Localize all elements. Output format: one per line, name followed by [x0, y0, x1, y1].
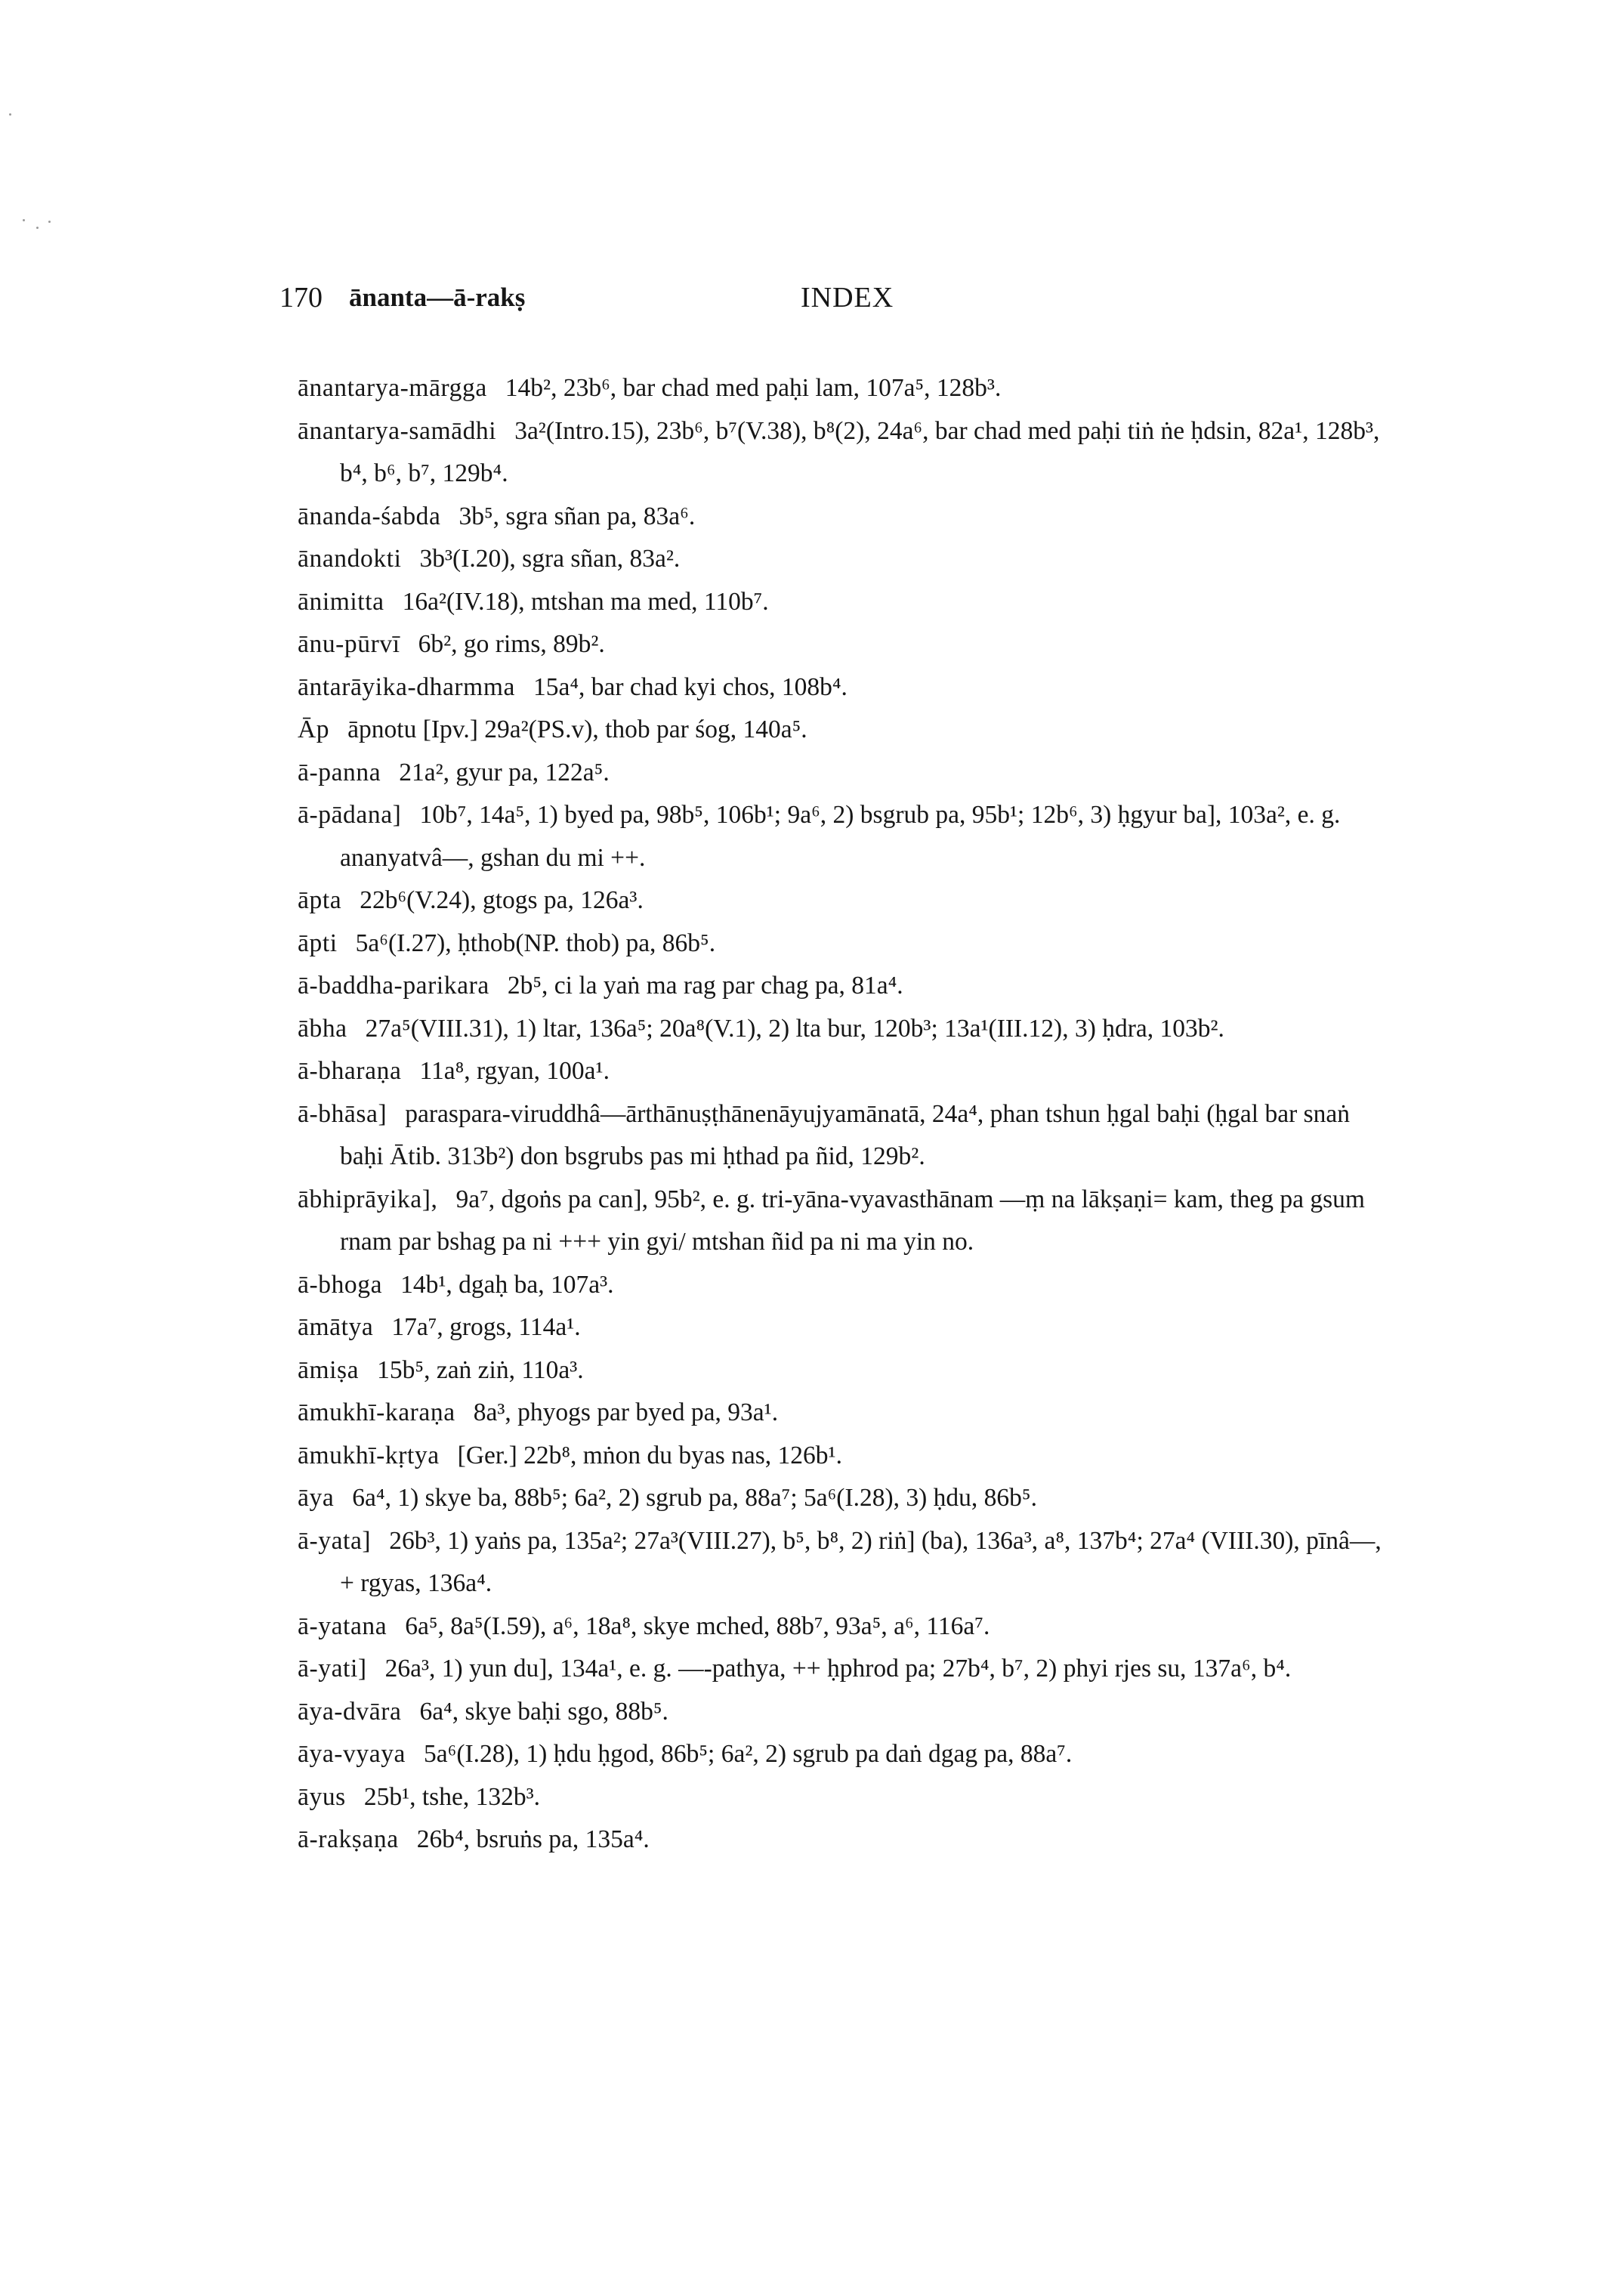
- index-entry: [298, 752, 1393, 795]
- entry-headword: ā-panna: [298, 758, 381, 786]
- entry-references: 26a³, 1) yun du], 134a¹, e. g. —-pathya, ++ ḥphrod pa; 27b⁴, b⁷, 2) phyi rjes su, 137a⁶, b⁴.: [384, 1655, 1292, 1683]
- index-entry: [298, 1349, 1393, 1392]
- index-entry: [298, 367, 1393, 410]
- entry-references: 15b⁵, zaṅ ziṅ, 110a³.: [377, 1355, 584, 1384]
- page-title: INDEX: [801, 282, 894, 314]
- entry-headword: ā-yata]: [298, 1526, 372, 1555]
- index-entry: [298, 623, 1393, 666]
- entry-headword: ā-yati]: [298, 1655, 367, 1683]
- entry-references: 6a⁵, 8a⁵(I.59), a⁶, 18a⁸, skye mched, 88b⁷, 93a⁵, a⁶, 116a⁷.: [405, 1612, 990, 1640]
- entry-references: paraspara-viruddhâ—ārthānuṣṭhānenāyujyamānatā, 24a⁴, phan tshun ḥgal baḥi (ḥgal bar snaṅ baḥi Ātib. 313b²) don bsgrubs pas mi ḥthad pa ñid, 129b².: [340, 1099, 1351, 1170]
- entry-references: 14b², 23b⁶, bar chad med paḥi lam, 107a⁵, 128b³.: [505, 374, 1002, 402]
- entry-references: 26b³, 1) yaṅs pa, 135a²; 27a³(VIII.27), b⁵, b⁸, 2) riṅ] (ba), 136a³, a⁸, 137b⁴; 27a⁴ (VIII.30), pīnâ—, + rgyas, 136a⁴.: [340, 1526, 1382, 1597]
- entry-headword: āmukhī-kṛtya: [298, 1441, 440, 1469]
- entry-references: 11a⁸, rgyan, 100a¹.: [419, 1057, 610, 1085]
- entry-references: 5a⁶(I.28), 1) ḥdu ḥgod, 86b⁵; 6a², 2) sgrub pa daṅ dgag pa, 88a⁷.: [424, 1740, 1073, 1768]
- entry-references: 22b⁶(V.24), gtogs pa, 126a³.: [360, 886, 644, 914]
- entry-references: 3a²(Intro.15), 23b⁶, b⁷(V.38), b⁸(2), 24a⁶, bar chad med paḥi tiṅ ṅe ḥdsin, 82a¹, 128b³, b⁴, b⁶, b⁷, 129b⁴.: [340, 416, 1380, 487]
- index-entry: [298, 410, 1393, 496]
- entry-references: 3b³(I.20), sgra sñan, 83a².: [419, 545, 681, 573]
- entry-references: 26b⁴, bsruṅs pa, 135a⁴.: [416, 1825, 650, 1853]
- index-entry: [298, 922, 1393, 966]
- index-entry: [298, 1050, 1393, 1093]
- index-entry: [298, 1093, 1393, 1179]
- entry-headword: ābhiprāyika],: [298, 1185, 438, 1213]
- entry-references: 8a³, phyogs par byed pa, 93a¹.: [473, 1398, 779, 1426]
- entry-headword: ānu-pūrvī: [298, 630, 400, 658]
- index-entry: [298, 1435, 1393, 1478]
- entry-headword: ā-bharaṇa: [298, 1057, 402, 1085]
- entry-headword: āyus: [298, 1782, 346, 1811]
- index-entry: [298, 1392, 1393, 1435]
- index-entry: [298, 1264, 1393, 1307]
- entry-headword: ā-pādana]: [298, 801, 402, 829]
- entry-headword: āpti: [298, 929, 338, 957]
- index-entry: [298, 1477, 1393, 1520]
- scan-speck: [48, 221, 51, 223]
- entry-headword: āntarāyika-dharmma: [298, 672, 515, 701]
- entry-references: 3b⁵, sgra sñan pa, 83a⁶.: [458, 502, 696, 530]
- entry-headword: ānanda-śabda: [298, 502, 441, 530]
- entry-references: 21a², gyur pa, 122a⁵.: [399, 758, 610, 786]
- index-entry: [298, 709, 1393, 752]
- entry-headword: ā-yatana: [298, 1612, 387, 1640]
- entry-headword: āya-vyaya: [298, 1740, 406, 1768]
- entry-references: 2b⁵, ci la yaṅ ma rag par chag pa, 81a⁴.: [507, 972, 903, 1000]
- entry-references: 17a⁷, grogs, 114a¹.: [391, 1313, 581, 1341]
- entry-headword: ā-rakṣaṇa: [298, 1825, 399, 1853]
- entry-headword: ābha: [298, 1014, 347, 1043]
- index-entry: [298, 1819, 1393, 1862]
- index-entry: [298, 1605, 1393, 1649]
- index-entry: [298, 1008, 1393, 1051]
- page-number: 170: [279, 282, 323, 314]
- entry-headword: ā-bhāsa]: [298, 1099, 387, 1128]
- entry-headword: āya-dvāra: [298, 1697, 402, 1726]
- index-entry: [298, 581, 1393, 624]
- entry-references: 14b¹, dgaḥ ba, 107a³.: [400, 1270, 614, 1299]
- entry-references: 27a⁵(VIII.31), 1) ltar, 136a⁵; 20a⁸(V.1), 2) lta bur, 120b³; 13a¹(III.12), 3) ḥdra, 103b².: [365, 1014, 1224, 1043]
- index-entries: [298, 367, 1393, 1862]
- entry-headword: āpta: [298, 886, 342, 914]
- entry-headword: ā-baddha-parikara: [298, 972, 489, 1000]
- entry-references: āpnotu [Ipv.] 29a²(PS.v), thob par śog, 140a⁵.: [347, 715, 807, 743]
- entry-headword: ānantarya-samādhi: [298, 416, 497, 445]
- index-entry: [298, 666, 1393, 709]
- index-entry: [298, 1648, 1393, 1691]
- index-entry: [298, 1733, 1393, 1776]
- entry-references: 6b², go rims, 89b².: [418, 630, 605, 658]
- entry-headword: Āp: [298, 715, 330, 743]
- running-head: [279, 281, 1382, 326]
- entry-headword: ānantarya-mārgga: [298, 374, 487, 402]
- entry-headword: ānimitta: [298, 587, 384, 616]
- entry-references: [Ger.] 22b⁸, mṅon du byas nas, 126b¹.: [457, 1441, 842, 1469]
- index-entry: [298, 1776, 1393, 1819]
- index-entry: [298, 538, 1393, 581]
- index-entry: [298, 794, 1393, 879]
- entry-references: 25b¹, tshe, 132b³.: [363, 1782, 540, 1811]
- entry-references: 6a⁴, skye baḥi sgo, 88b⁵.: [419, 1697, 668, 1726]
- entry-headword: āya: [298, 1484, 335, 1512]
- entry-headword: ānandokti: [298, 545, 402, 573]
- index-entry: [298, 1520, 1393, 1605]
- entry-headword: āmātya: [298, 1313, 374, 1341]
- scan-speck: [23, 219, 25, 221]
- scan-speck: [36, 227, 39, 229]
- entry-references: 16a²(IV.18), mtshan ma med, 110b⁷.: [402, 587, 769, 616]
- entry-references: 15a⁴, bar chad kyi chos, 108b⁴.: [533, 672, 848, 701]
- index-entry: [298, 879, 1393, 922]
- entry-references: 6a⁴, 1) skye ba, 88b⁵; 6a², 2) sgrub pa, 88a⁷; 5a⁶(I.28), 3) ḥdu, 86b⁵.: [352, 1484, 1037, 1512]
- header-range: ānanta—ā-rakṣ: [349, 283, 526, 312]
- entry-references: 10b⁷, 14a⁵, 1) byed pa, 98b⁵, 106b¹; 9a⁶, 2) bsgrub pa, 95b¹; 12b⁶, 3) ḥgyur ba], 103a², e. g. ananyatvâ—, gshan du mi ++.: [340, 801, 1341, 872]
- index-entry: [298, 1306, 1393, 1349]
- scan-speck: [9, 113, 11, 116]
- entry-references: 9a⁷, dgoṅs pa can], 95b², e. g. tri-yāna-vyavasthānam —ṃ na lākṣaṇi= kam, theg pa gsum rnam par bshag pa ni +++ yin gyi/ mtshan ñid pa ni ma yin no.: [340, 1185, 1365, 1256]
- entry-references: 5a⁶(I.27), ḥthob(NP. thob) pa, 86b⁵.: [355, 929, 716, 957]
- index-entry: [298, 1691, 1393, 1734]
- index-entry: [298, 965, 1393, 1008]
- entry-headword: āmiṣa: [298, 1355, 360, 1384]
- entry-headword: ā-bhoga: [298, 1270, 383, 1299]
- index-entry: [298, 1179, 1393, 1264]
- entry-headword: āmukhī-karaṇa: [298, 1398, 455, 1426]
- index-entry: [298, 496, 1393, 539]
